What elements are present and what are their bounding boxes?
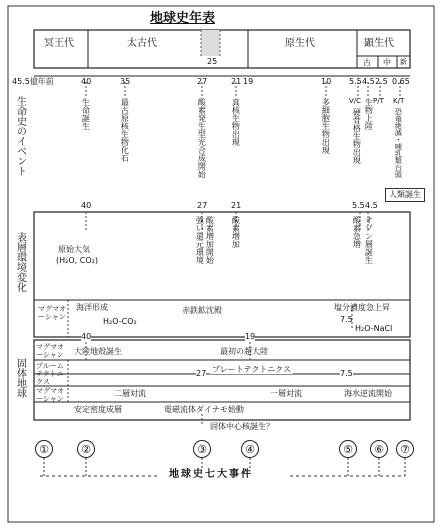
surface-primitive-atmosphere: 原始大気 [58,245,90,254]
surface-h2o-nacl: H₂O-NaCl [355,324,393,333]
surface-27: 27 [197,201,208,210]
scale-19: 19 [243,77,254,86]
solid-plume-tectonics: プルームテクトニクス [36,362,64,387]
era-genseidai: 原生代 [285,38,315,49]
surface-ozone-layer: オゾン層誕生 [364,216,374,264]
scale-35: 35 [120,77,131,86]
scale-10: 10 [321,77,332,86]
scale-27: 27 [197,77,208,86]
surface-oxygen-surge: 酸素急増 [352,216,362,248]
surface-7-5: 7.5 [340,315,353,324]
era-gap-label: 25 [207,57,218,66]
event-7: ⑦ [396,440,414,458]
section-life: 生命史のイベント [14,96,26,176]
solid-one-layer-convection: 一層対流 [270,389,302,398]
era-ko: 古 [363,58,371,67]
life-event-origin: 生命誕生 [81,98,91,130]
scale-5-5: 5.5 [349,77,362,86]
surface-oxygen-increase-start: 酸素増加開始 [205,216,215,264]
event-1: ① [35,440,53,458]
solid-continental-crust: 大陸地殻誕生 [74,347,122,356]
surface-4-5: 4.5 [365,201,378,210]
life-event-land: 生物上陸 [364,98,374,130]
life-event-photosynthesis: 酸素発生型光合成開始 [197,98,207,178]
scale-4-5: 4.5 [362,77,375,86]
life-event-hard-skeleton: 硬骨格生物出現 [352,108,362,164]
scale-45-5: 45.5億年前 [12,77,54,86]
surface-salinity-rise: 塩分濃度急上昇 [334,303,390,312]
era-meioudai: 冥王代 [44,38,74,49]
event-4: ④ [241,440,259,458]
surface-21: 21 [231,201,242,210]
solid-stable-stratification: 安定密度成層 [74,405,122,414]
solid-magma-ocean-1: マグマオーシャン [36,343,64,360]
era-chu: 中 [383,58,391,67]
scale-2-5: 2.5 [375,77,388,86]
surface-atmosphere-composition: (H₂O, CO₂) [56,256,98,265]
surface-ocean-formation: 海洋形成 [76,303,108,312]
event-6: ⑥ [370,440,388,458]
life-label-vc: V/C [349,97,362,105]
solid-first-supercontinent: 最初の超大陸 [220,347,268,356]
event-5: ⑤ [339,440,357,458]
event-2: ② [77,440,95,458]
section-solid: 固体地球 [14,358,26,398]
event-3: ③ [193,440,211,458]
surface-oxygen-increase: 酸素増加 [231,216,241,248]
era-shin: 新 [400,58,407,66]
solid-27: 27 [196,369,207,378]
life-label-kt: K/T [393,97,405,105]
surface-reducing-environment: 強い還元環境 [195,216,205,264]
era-taikodai: 太古代 [127,38,157,49]
solid-two-layer-convection: 二層対流 [114,389,146,398]
solid-magma-ocean-2: マグマオーシャン [36,387,64,404]
solid-geodynamo-start: 電磁流体ダイナモ始動 [164,405,244,414]
life-event-eukaryote: 真核生物出現 [231,98,241,146]
page-title: 地球史年表 [150,11,216,26]
solid-seawater-reflux: 海水逆流開始 [344,389,392,398]
surface-banded-iron: 赤鉄鉱沈殿 [182,306,222,315]
surface-h2o-co2: H₂O-CO₂ [103,317,137,326]
scale-0-65: 0.65 [392,77,410,86]
scale-40: 40 [81,77,92,86]
life-label-pt: P/T [373,97,384,105]
surface-5-5: 5.5 [352,201,365,210]
life-event-human: 人類誕生 [385,188,425,202]
surface-40: 40 [81,201,92,210]
era-kenseidai: 顕生代 [364,38,394,49]
life-event-dino-extinction: 恐竜絶滅・哺乳類台頭 [394,108,403,178]
scale-21: 21 [231,77,242,86]
surface-magma-ocean: マグマオーシャン [38,305,66,322]
solid-inner-core: 固体中心核誕生？ [210,422,274,431]
life-event-multicellular: 多細胞生物出現 [321,98,331,154]
section-surface: 表層環境変化 [14,232,26,292]
solid-7-5: 7.5 [340,369,353,378]
solid-40: 40 [81,332,92,341]
seven-events-caption: 地球史七大事件 [165,470,257,480]
solid-plate-tectonics: プレートテクトニクス [212,365,291,374]
solid-19: 19 [245,332,256,341]
life-event-prokaryote-fossil: 最古原核生物化石 [120,98,130,162]
